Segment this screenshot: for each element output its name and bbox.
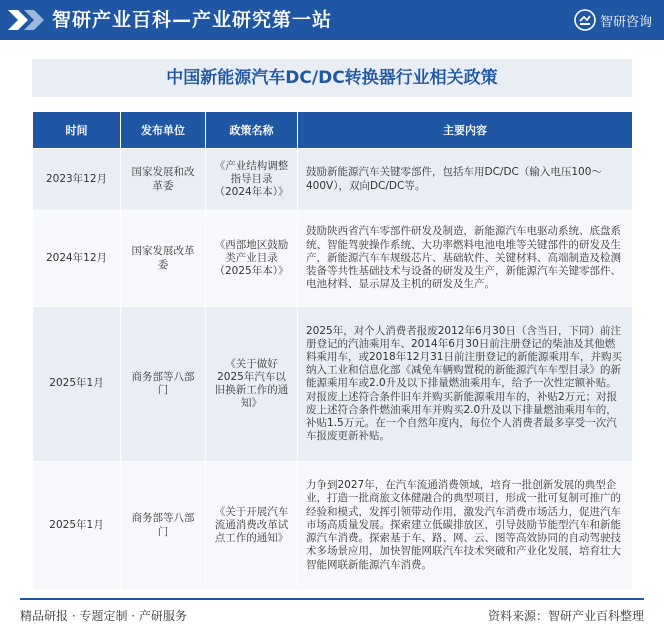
cell-unit: 国家发展和改革委 (121, 149, 206, 211)
document-title: 中国新能源汽车DC/DC转换器行业相关政策 (32, 59, 632, 97)
cell-unit: 国家发展改革委 (121, 211, 206, 307)
column-header-time: 时间 (33, 112, 121, 149)
cell-time: 2025年1月 (33, 462, 121, 590)
cell-content: 2025年，对个人消费者报废2012年6月30日（含当日，下同）前注册登记的汽油乘用车、2014年6月30日前注册登记的柴油及其他燃料乘用车，或2018年12月31日前注册登记的新能源乘用车，并购买纳入工业和信息化部《减免车辆购置税的新能源汽车车型目录》的新能源乘用车或2.0升及以下排量燃油乘用车，给予一次性定额补贴。对报废上述符合条件旧车并购买新能源乘用车的，补贴2万元；对报废上述符合条件燃油乘用车并购买2.0升及以下排量燃油乘用车的，补贴1.5万元。在一个自然年度内，每位个人消费者最多享受一次汽车报废更新补贴。 (298, 307, 633, 462)
table-header-row (33, 112, 633, 149)
cell-unit: 商务部等八部门 (121, 307, 206, 462)
cell-content: 鼓励新能源汽车关键零部件，包括车用DC/DC（输入电压100～400V），双向DC/DC等。 (298, 149, 633, 211)
cell-unit: 商务部等八部门 (121, 462, 206, 590)
table-row (33, 462, 633, 590)
cell-policy-name: 《关于开展汽车流通消费改革试点工作的通知》 (206, 462, 298, 590)
top-header-bar (0, 0, 664, 40)
cell-policy-name: 《西部地区鼓励类产业目录（2025年本）》 (206, 211, 298, 307)
table-row (33, 307, 633, 462)
table-row (33, 149, 633, 211)
cell-time: 2025年1月 (33, 307, 121, 462)
policy-table (32, 111, 633, 590)
header-title: 智研产业百科—产业研究第一站 (52, 9, 333, 31)
double-chevron-icon (8, 10, 48, 30)
column-header-unit: 发布单位 (121, 112, 206, 149)
column-header-name: 政策名称 (206, 112, 298, 149)
brand[interactable] (574, 8, 652, 32)
cell-time: 2024年12月 (33, 211, 121, 307)
footer-services: 精品研报 · 专题定制 · 产研服务 (20, 609, 187, 623)
footer-source: 资料来源：智研产业百科整理 (487, 609, 644, 623)
brand-logo-icon (574, 9, 596, 31)
cell-content: 力争到2027年，在汽车流通消费领域，培育一批创新发展的典型企业，打造一批商旅文体健融合的典型项目，形成一批可复制可推广的经验和模式，发挥引领带动作用，激发汽车消费市场活力，促进汽车市场高质量发展。探索建立低碳排放区，引导鼓励节能型汽车和新能源汽车消费。探索基于车、路、网、云、图等高效协同的自动驾驶技术多场景应用，加快智能网联汽车技术突破和产业化发展，培育壮大智能网联新能源汽车消费。 (298, 462, 633, 590)
cell-policy-name: 《产业结构调整指导目录（2024年本）》 (206, 149, 298, 211)
brand-name: 智研咨询 (599, 14, 652, 30)
cell-time: 2023年12月 (33, 149, 121, 211)
cell-policy-name: 《关于做好2025年汽车以旧换新工作的通知》 (206, 307, 298, 462)
table-row (33, 211, 633, 307)
column-header-content: 主要内容 (298, 112, 633, 149)
footer-divider (20, 598, 644, 600)
cell-content: 鼓励陕西省汽车零部件研发及制造，新能源汽车电驱动系统、底盘系统、智能驾驶操作系统、大功率燃料电池电堆等关键部件的研发及生产，新能源汽车车规级芯片、基础软件、关键材料、高端制造及检测装备等共性基础技术与设备的研发及生产，新能源汽车关键零部件、电池材料、显示屏及主机的研发及生产。 (298, 211, 633, 307)
